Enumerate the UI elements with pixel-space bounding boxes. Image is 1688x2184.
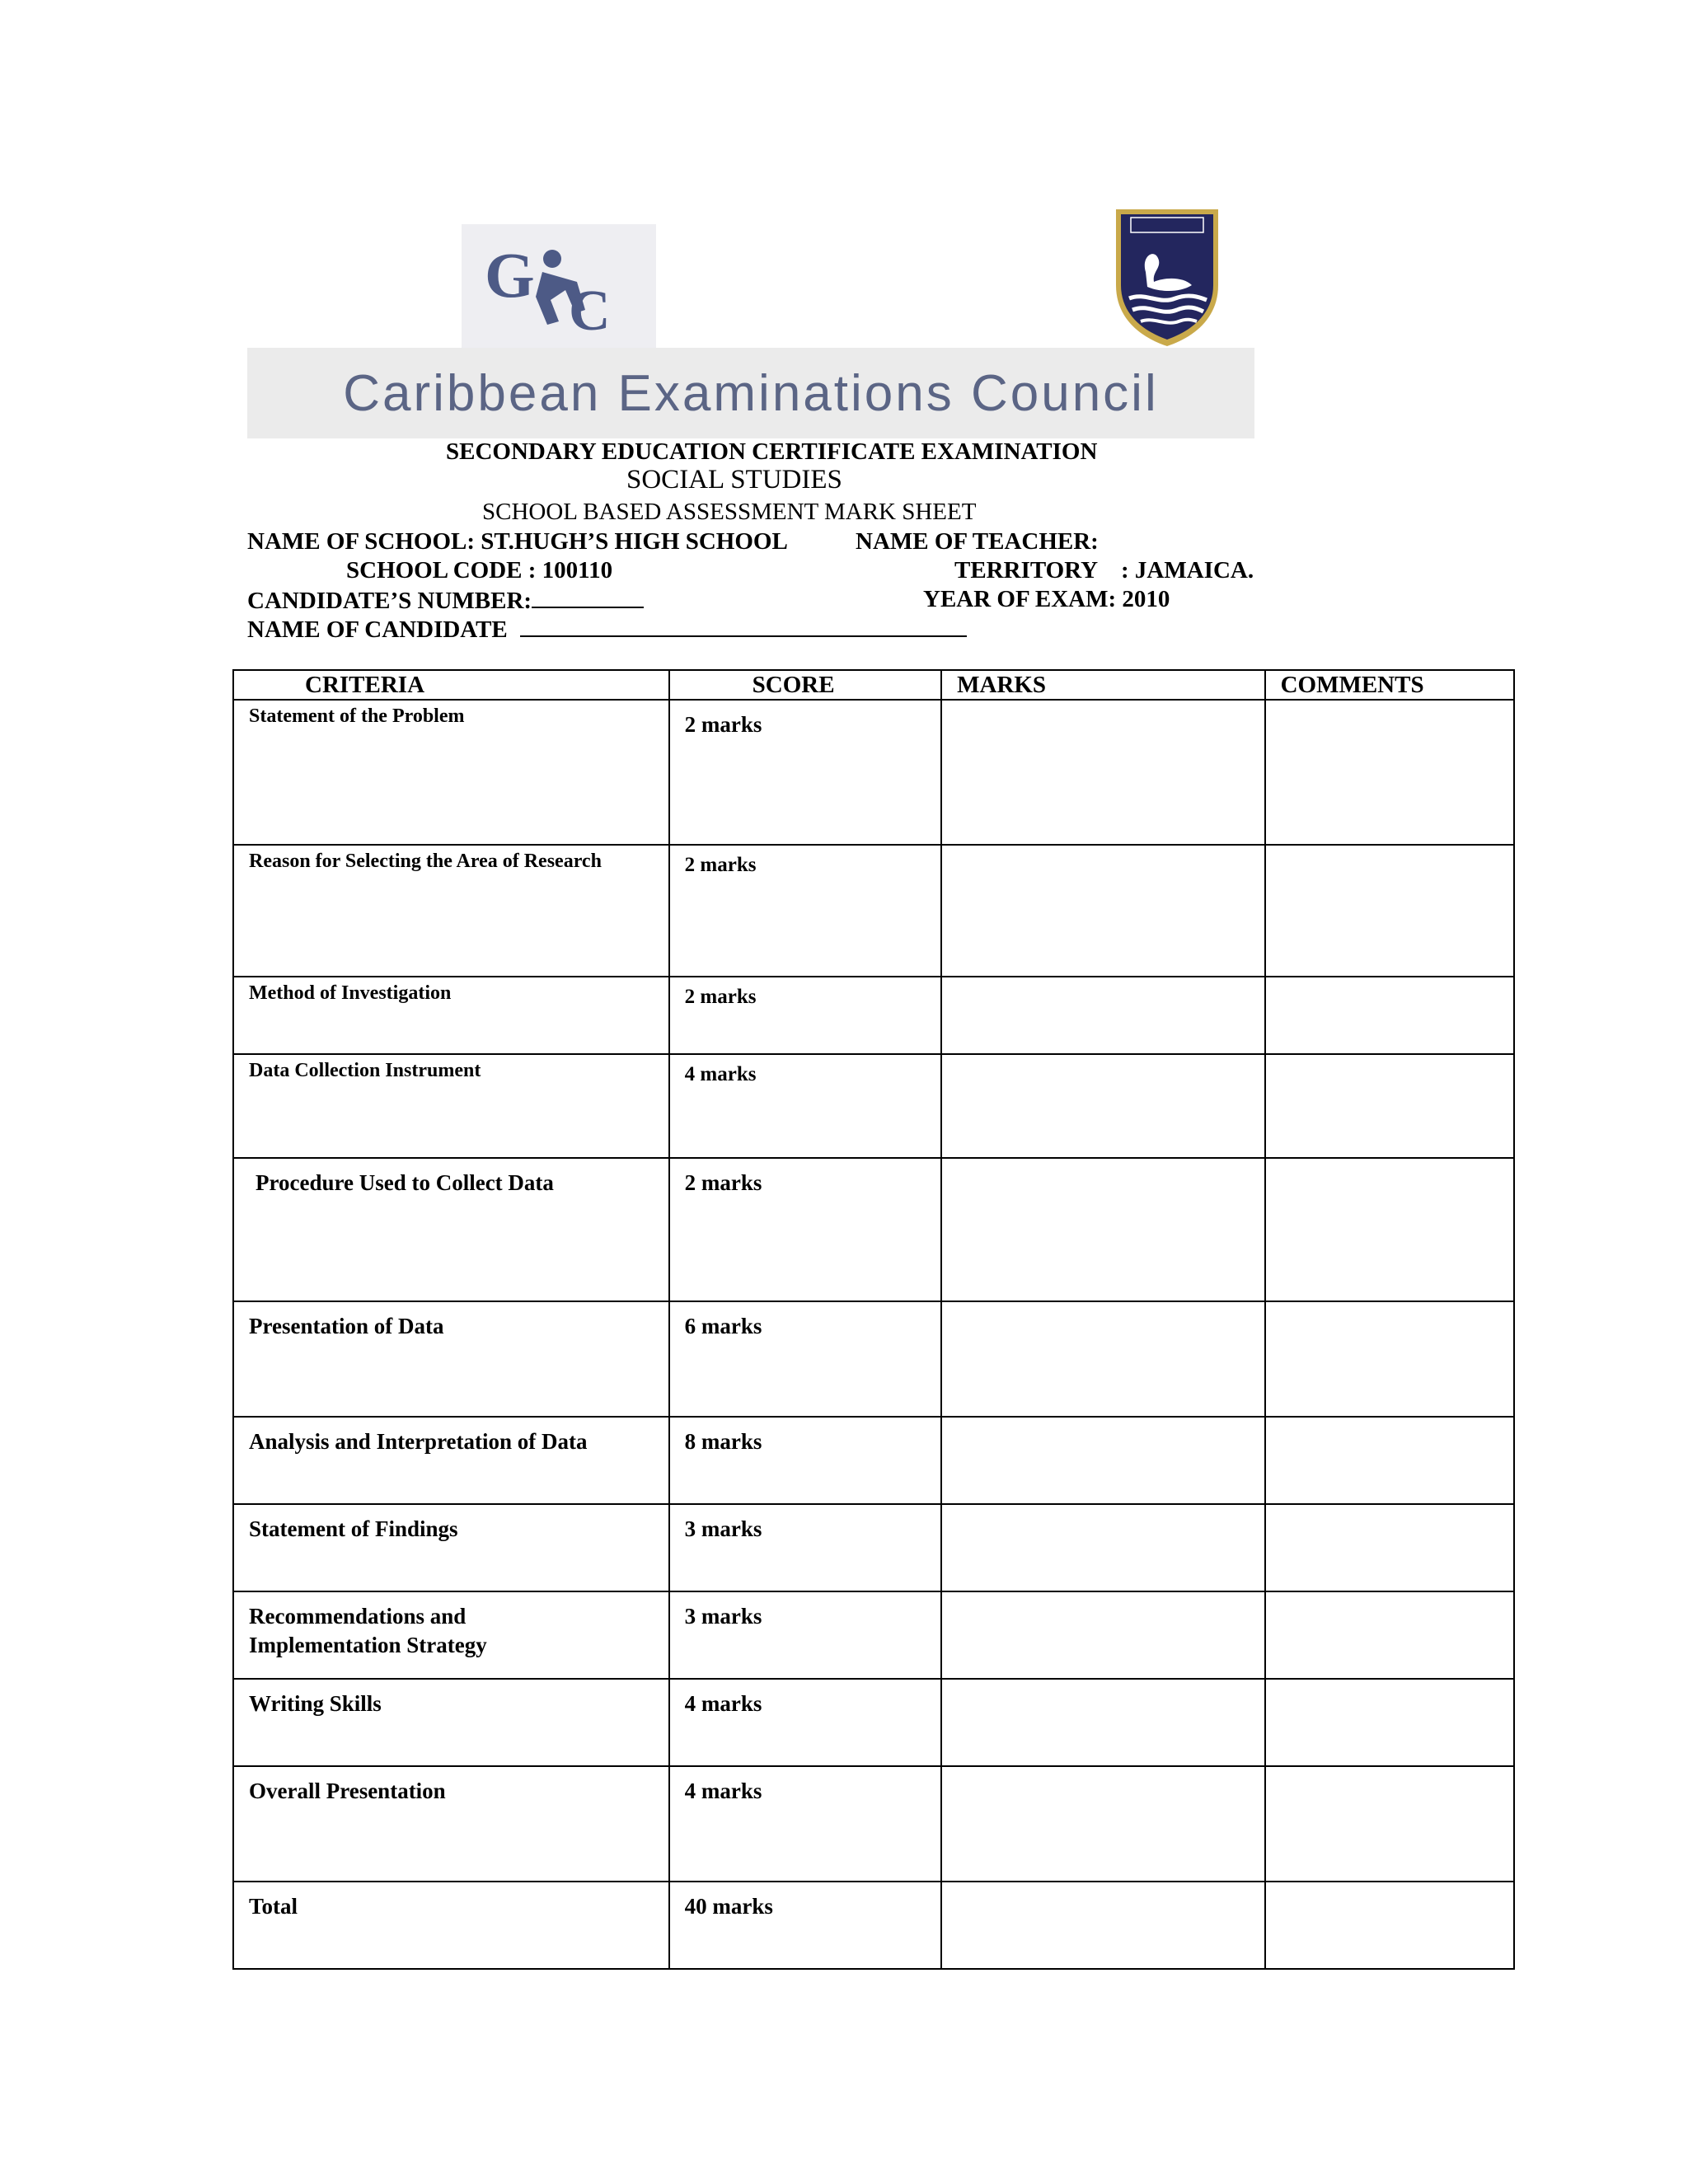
- comments-cell[interactable]: [1265, 1158, 1514, 1301]
- table-row: [233, 977, 1514, 1054]
- comments-cell[interactable]: [1265, 1679, 1514, 1766]
- criteria-text: Recommendations and Implementation Strategy: [249, 1604, 487, 1657]
- criteria-cell: [233, 977, 669, 1054]
- cxc-monogram-icon: [462, 224, 656, 348]
- candidate-name-field[interactable]: [520, 614, 967, 637]
- exam-title: SECONDARY EDUCATION CERTIFICATE EXAMINATION: [446, 438, 1098, 465]
- score-cell: [669, 1417, 941, 1504]
- criteria-header: CRITERIA: [233, 670, 669, 700]
- criteria-cell: [233, 1054, 669, 1158]
- marks-cell[interactable]: [941, 1417, 1265, 1504]
- score-cell: [669, 1301, 941, 1417]
- marks-cell[interactable]: [941, 1766, 1265, 1882]
- candidate-name-row: [247, 614, 967, 644]
- comments-cell[interactable]: [1265, 700, 1514, 845]
- table-row: [233, 700, 1514, 845]
- criteria-cell: [233, 845, 669, 977]
- score-cell: [669, 1591, 941, 1679]
- score-text: 8 marks: [684, 1429, 762, 1454]
- comments-cell[interactable]: [1265, 1054, 1514, 1158]
- territory: TERRITORY : JAMAICA.: [954, 557, 1254, 583]
- score-cell: [669, 700, 941, 845]
- teacher-name: NAME OF TEACHER:: [856, 528, 1099, 555]
- table-row: [233, 1591, 1514, 1679]
- score-text: 2 marks: [684, 1170, 762, 1195]
- svg-text:C: C: [569, 279, 611, 343]
- criteria-text: Method of Investigation: [249, 982, 452, 1004]
- marks-cell[interactable]: [941, 1882, 1265, 1969]
- marks-cell[interactable]: [941, 977, 1265, 1054]
- school-code: SCHOOL CODE : 100110: [346, 557, 613, 583]
- criteria-cell: [233, 1301, 669, 1417]
- score-text: 4 marks: [684, 1779, 762, 1803]
- score-cell: [669, 1882, 941, 1969]
- candidate-number-field[interactable]: [532, 585, 644, 608]
- criteria-text: Total: [249, 1894, 298, 1919]
- criteria-text: Statement of the Problem: [249, 705, 465, 727]
- subject-title: SOCIAL STUDIES: [626, 465, 842, 494]
- sheet-title: SCHOOL BASED ASSESSMENT MARK SHEET: [482, 499, 977, 525]
- table-row: [233, 1301, 1514, 1417]
- comments-cell[interactable]: [1265, 1301, 1514, 1417]
- score-text: 2 marks: [684, 712, 762, 737]
- comments-header: COMMENTS: [1265, 670, 1514, 700]
- criteria-cell: [233, 1417, 669, 1504]
- score-text: 40 marks: [684, 1894, 773, 1919]
- score-text: 4 marks: [684, 1063, 757, 1085]
- marks-header: MARKS: [941, 670, 1265, 700]
- score-cell: [669, 1766, 941, 1882]
- candidate-number-row: [247, 585, 644, 615]
- comments-cell[interactable]: [1265, 977, 1514, 1054]
- criteria-cell: [233, 700, 669, 845]
- criteria-cell: [233, 1882, 669, 1969]
- criteria-cell: [233, 1504, 669, 1591]
- marks-cell[interactable]: [941, 1158, 1265, 1301]
- table-row: [233, 1766, 1514, 1882]
- table-row: [233, 1679, 1514, 1766]
- criteria-text: Writing Skills: [249, 1691, 382, 1716]
- criteria-text: Statement of Findings: [249, 1516, 458, 1541]
- criteria-text: Procedure Used to Collect Data: [256, 1170, 554, 1195]
- table-row: [233, 845, 1514, 977]
- candidate-name-label: NAME OF CANDIDATE: [247, 616, 508, 643]
- table-row: [233, 1417, 1514, 1504]
- marks-cell[interactable]: [941, 1054, 1265, 1158]
- criteria-cell: [233, 1679, 669, 1766]
- table-row: [233, 1504, 1514, 1591]
- marks-cell[interactable]: [941, 700, 1265, 845]
- score-text: 2 marks: [684, 854, 757, 876]
- score-cell: [669, 1158, 941, 1301]
- candidate-number-label: CANDIDATE’S NUMBER:: [247, 588, 532, 614]
- table-row: [233, 1054, 1514, 1158]
- cxc-logo: [462, 224, 656, 348]
- marks-cell[interactable]: [941, 1504, 1265, 1591]
- criteria-text: Data Collection Instrument: [249, 1060, 481, 1081]
- mark-table: [232, 669, 1515, 1970]
- criteria-text: Overall Presentation: [249, 1779, 446, 1803]
- criteria-cell: [233, 1766, 669, 1882]
- score-cell: [669, 845, 941, 977]
- criteria-text: Analysis and Interpretation of Data: [249, 1429, 588, 1454]
- marks-cell[interactable]: [941, 1679, 1265, 1766]
- criteria-text: Presentation of Data: [249, 1314, 444, 1338]
- exam-year: YEAR OF EXAM: 2010: [923, 586, 1170, 612]
- criteria-cell: [233, 1591, 669, 1679]
- score-text: 4 marks: [684, 1691, 762, 1716]
- score-cell: [669, 1679, 941, 1766]
- shield-crest-icon: [1113, 206, 1221, 348]
- comments-cell[interactable]: [1265, 845, 1514, 977]
- comments-cell[interactable]: [1265, 1417, 1514, 1504]
- marks-cell[interactable]: [941, 1301, 1265, 1417]
- table-header-row: [233, 670, 1514, 700]
- table-row: [233, 1158, 1514, 1301]
- school-crest: [1113, 206, 1221, 348]
- comments-cell[interactable]: [1265, 1504, 1514, 1591]
- score-cell: [669, 1054, 941, 1158]
- score-cell: [669, 1504, 941, 1591]
- table-row-total: [233, 1882, 1514, 1969]
- council-banner: [247, 348, 1254, 438]
- marks-cell[interactable]: [941, 1591, 1265, 1679]
- school-name: NAME OF SCHOOL: ST.HUGH’S HIGH SCHOOL: [247, 528, 788, 555]
- score-text: 3 marks: [684, 1604, 762, 1629]
- comments-cell[interactable]: [1265, 1766, 1514, 1882]
- comments-cell[interactable]: [1265, 1882, 1514, 1969]
- score-cell: [669, 977, 941, 1054]
- svg-text:G: G: [485, 239, 535, 311]
- score-text: 6 marks: [684, 1314, 762, 1338]
- criteria-cell: [233, 1158, 669, 1301]
- council-name: Caribbean Examinations Council: [343, 364, 1159, 422]
- comments-cell[interactable]: [1265, 1591, 1514, 1679]
- criteria-text: Reason for Selecting the Area of Research: [249, 851, 602, 872]
- score-text: 2 marks: [684, 986, 757, 1008]
- score-text: 3 marks: [684, 1516, 762, 1541]
- score-header: SCORE: [669, 670, 941, 700]
- marks-cell[interactable]: [941, 845, 1265, 977]
